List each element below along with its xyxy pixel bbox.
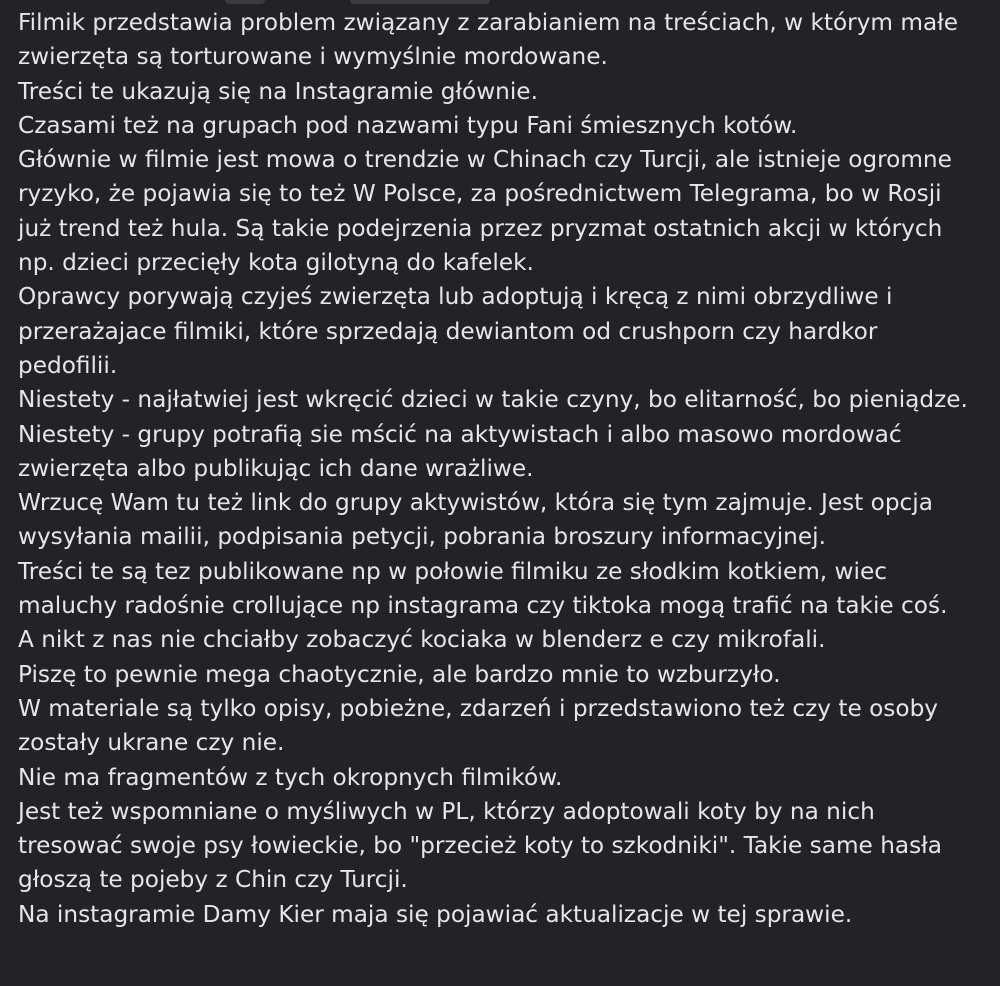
- post-text-line: już trend też hula. Są takie podejrzenia przez pryzmat ostatnich akcji w których: [18, 214, 943, 242]
- post-text-line: Treści te ukazują się na Instagramie głównie.: [18, 77, 538, 105]
- top-edge-chip: [350, 0, 460, 4]
- post-text-line: Oprawcy porywają czyjeś zwierzęta lub adoptują i kręcą z nimi obrzydliwe i: [18, 283, 893, 311]
- post-text-line: Niestety - grupy potrafią sie mścić na aktywistach i albo masowo mordować: [18, 420, 902, 448]
- post-text-line: A nikt z nas nie chciałby zobaczyć kociaka w blenderz e czy mikrofali.: [18, 626, 826, 654]
- post-text-line: Głównie w filmie jest mowa o trendzie w Chinach czy Turcji, ale istnieje ogromne: [18, 146, 952, 174]
- post-text-line: Jest też wspomniane o myśliwych w PL, którzy adoptowali koty by na nich: [18, 797, 875, 825]
- post-text-line: zostały ukrane czy nie.: [18, 729, 285, 757]
- post-text-line: ryzyko, że pojawia się to też W Polsce, za pośrednictwem Telegrama, bo w Rosji: [18, 180, 942, 208]
- post-text-line: Treści te są tez publikowane np w połowie filmiku ze słodkim kotkiem, wiec: [18, 557, 887, 585]
- post-text-line: zwierzęta albo publikując ich dane wrażliwe.: [18, 454, 534, 482]
- post-text-line: Nie ma fragmentów z tych okropnych filmików.: [18, 763, 563, 791]
- post-text-line: Czasami też na grupach pod nazwami typu Fani śmiesznych kotów.: [18, 111, 798, 139]
- post-text-line: wysyłania mailii, podpisania petycji, pobrania broszury informacyjnej.: [18, 523, 826, 551]
- post-text-line: przerażajace filmiki, które sprzedają dewiantom od crushporn czy hardkor: [18, 317, 878, 345]
- post-text-line: maluchy radośnie crollujące np instagrama czy tiktoka mogą trafić na takie coś.: [18, 592, 948, 620]
- post-text-line: Na instagramie Damy Kier maja się pojawiać aktualizacje w tej sprawie.: [18, 900, 853, 928]
- top-edge-chip: [225, 0, 265, 4]
- post-text-line: zwierzęta są torturowane i wymyślnie mordowane.: [18, 43, 608, 71]
- post-text-line: Niestety - najłatwiej jest wkręcić dzieci w takie czyny, bo elitarność, bo pieniądze.: [18, 386, 968, 414]
- post-text-line: W materiale są tylko opisy, pobieżne, zdarzeń i przedstawiono też czy te osoby: [18, 694, 939, 722]
- post-text-line: pedofilii.: [18, 351, 118, 379]
- post-text-line: np. dzieci przecięły kota gilotyną do kafelek.: [18, 249, 534, 277]
- post-text-line: głoszą te pojeby z Chin czy Turcji.: [18, 866, 408, 894]
- post-text-line: Filmik przedstawia problem związany z zarabianiem na treściach, w którym małe: [18, 9, 959, 36]
- top-edge-chip: [445, 0, 490, 4]
- post-text-line: Piszę to pewnie mega chaotycznie, ale bardzo mnie to wzburzyło.: [18, 660, 781, 688]
- post-text-body: [18, 6, 988, 932]
- post-text-line: tresować swoje psy łowieckie, bo "przecież koty to szkodniki". Takie same hasła: [18, 832, 942, 860]
- post-text-line: Wrzucę Wam tu też link do grupy aktywistów, która się tym zajmuje. Jest opcja: [18, 489, 933, 517]
